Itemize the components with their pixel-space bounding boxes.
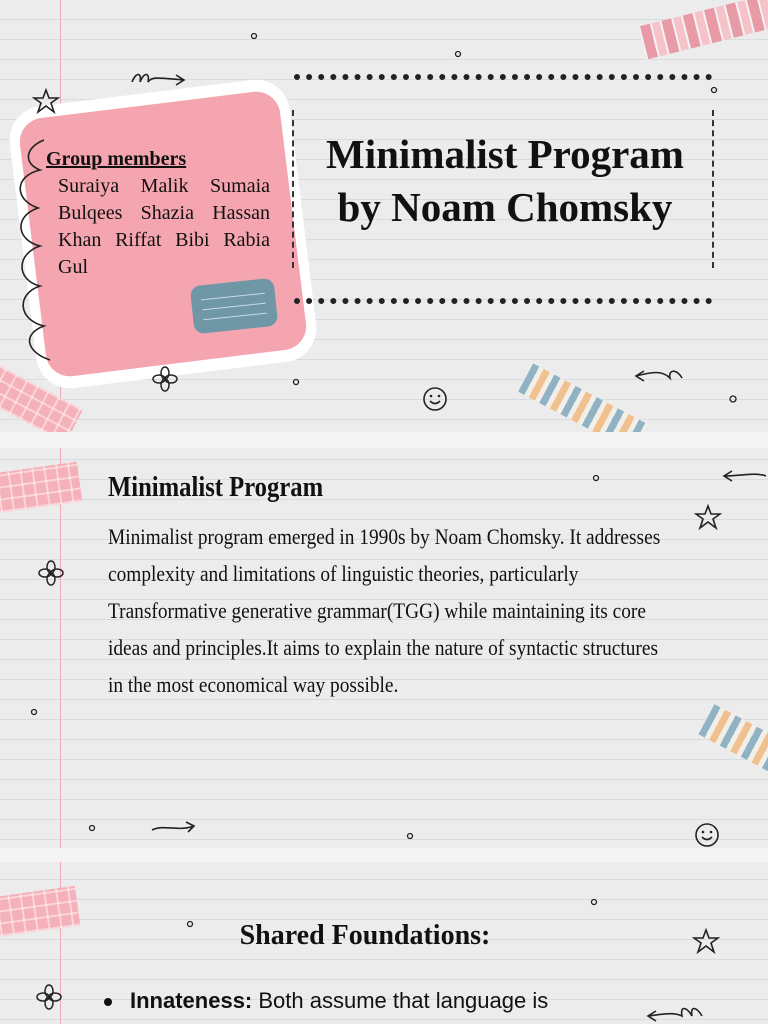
bullet-term: Innateness:	[130, 988, 253, 1013]
circle-icon	[30, 708, 38, 716]
circle-icon	[592, 474, 600, 482]
bullet-item	[104, 988, 548, 1014]
foundations-slide	[0, 862, 768, 1024]
washi-tape-left	[0, 462, 82, 515]
circle-icon	[728, 394, 738, 404]
page-gap	[0, 432, 768, 448]
sticky-note-tag	[190, 278, 279, 335]
flower-icon	[38, 560, 64, 586]
arrow-icon	[632, 366, 684, 386]
arrow-icon	[644, 1004, 704, 1024]
section-heading: Shared Foundations:	[239, 920, 491, 951]
circle-icon	[292, 378, 300, 386]
group-members-heading: Group members	[46, 148, 187, 170]
circle-icon	[88, 824, 96, 832]
smiley-icon	[422, 386, 448, 412]
flower-icon	[36, 984, 62, 1010]
circle-icon	[710, 86, 718, 94]
flower-icon	[152, 366, 178, 392]
margin-line	[60, 448, 61, 848]
section-body: Minimalist program emerged in 1990s by Noam Chomsky. It addresses complexity and limitations of linguistic theories, particularly Transformative generative grammar(TGG) while maintaining its core ideas and principles.It aims to explain the nature of syntactic structures in the most economical way possible.	[108, 524, 661, 697]
circle-icon	[406, 832, 414, 840]
arrow-icon	[150, 820, 198, 836]
bullet-dot	[104, 998, 112, 1006]
star-icon	[694, 504, 722, 530]
washi-tape-top-right	[638, 0, 768, 60]
washi-tape-bottom	[518, 363, 648, 432]
circle-icon	[186, 920, 194, 928]
arrow-icon	[720, 466, 768, 486]
washi-tape-right	[698, 704, 768, 786]
circle-icon	[250, 32, 258, 40]
star-icon	[32, 88, 60, 114]
section-heading: Minimalist Program	[108, 472, 324, 503]
title-line-2: by Noam Chomsky	[337, 184, 673, 230]
title-line-1: Minimalist Program	[326, 131, 684, 177]
group-members-list: Suraiya Malik Sumaia Bulqees Shazia Hassan Khan Riffat Bibi Rabia Gul	[58, 175, 270, 278]
star-icon	[692, 928, 720, 954]
arrow-icon	[130, 70, 190, 90]
circle-icon	[454, 50, 462, 58]
circle-icon	[590, 898, 598, 906]
bullet-text: Both assume that language is	[252, 988, 549, 1013]
definition-slide	[0, 448, 768, 848]
page-gap	[0, 848, 768, 862]
smiley-icon	[694, 822, 720, 848]
group-members	[46, 146, 270, 281]
page-title	[300, 128, 710, 234]
title-slide	[0, 0, 768, 432]
